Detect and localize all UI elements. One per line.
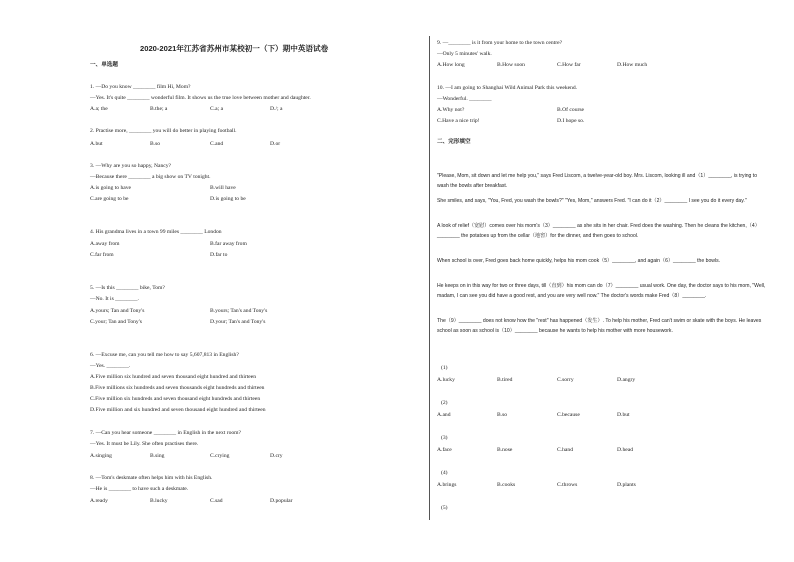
option-b[interactable]: B.cooks [497,482,516,488]
option-a[interactable]: A.singing [90,453,112,459]
option-d[interactable]: D.far to [210,252,228,258]
passage-paragraph: A look of relief（宽慰）comes over his mom's（3）________ as she sits in her chair. Fred does the washing. Then he cleans the kitchen,（4）________ the potatoes up from the cellar（地窖）for the dinner, and then goes to school. [437,223,760,239]
cloze-number: (1) [441,365,448,371]
question-text: 5. —Is this ________ bike, Tom? [90,285,165,291]
question-text: —Only 5 minutes' walk. [437,51,492,57]
question-text: —Yes. ________. [90,363,131,369]
exam-title: 2020-2021年江苏省苏州市某校初一（下）期中英语试卷 [140,44,329,53]
option-d[interactable]: D.Five million and six hundred and seven thousand eight hundred and thirteen [90,407,266,413]
option-c[interactable]: C.Have a nice trip! [437,118,480,124]
option-d[interactable]: D.I hope so. [557,118,585,124]
cloze-number: (5) [441,505,448,511]
option-a[interactable]: A.lucky [437,377,455,383]
option-c[interactable]: C.How far [557,62,581,68]
option-c[interactable]: C.and [210,141,224,147]
option-c[interactable]: C.far from [90,252,114,258]
option-d[interactable]: D.but [617,412,630,418]
question-text: 1. —Do you know ________ film Hi, Mom? [90,84,191,90]
column-divider [429,36,430,520]
question-text: 3. —Why are you so happy, Nancy? [90,163,172,169]
option-a[interactable]: A.Five million six hundred and seven thousand eight hundred and thirteen [90,374,257,380]
option-a[interactable]: A.ready [90,498,108,504]
option-c[interactable]: C.hand [557,447,574,453]
question-text: —Yes. It's quite ________ wonderful film. It shows us the true love between mother and daughter. [90,95,311,101]
option-a[interactable]: A.How long [437,62,465,68]
option-b[interactable]: B.sing [150,453,165,459]
option-d[interactable]: D.popular [270,498,293,504]
option-c[interactable]: C.because [557,412,580,418]
question-text: —Wonderful. ________ [437,96,492,102]
question-text: 9. —________ is it from your home to the town centre? [437,40,563,46]
option-d[interactable]: D.angry [617,377,636,383]
option-b[interactable]: B.far away from [210,241,247,247]
option-c[interactable]: C.sorry [557,377,574,383]
option-d[interactable]: D.How much [617,62,648,68]
option-b[interactable]: B.lucky [150,498,168,504]
passage-paragraph: She smiles, and says, "You, Fred, you wash the bowls?" "Yes, Mom," answers Fred. "I can do it（2）________ I see you do it every day." [437,198,747,204]
option-d[interactable]: D.or [270,141,281,147]
cloze-number: (3) [441,435,448,441]
option-a[interactable]: A.but [90,141,103,147]
passage-paragraph: The（9）________ does not know how the "rest" has happened（发生）. To help his mother, Fred can't swim or skate with the boys. He leaves school as soon as school is（10）________ because he wants to help his mother with more housework. [437,318,762,334]
option-b[interactable]: B.nose [497,447,513,453]
option-b[interactable]: B.the; a [150,106,168,112]
question-text: 6. —Excuse me, can you tell me how to say 5,607,813 in English? [90,352,239,358]
question-text: 7. —Can you hear someone ________ in English in the next room? [90,430,242,436]
option-a[interactable]: A.and [437,412,451,418]
question-text: 2. Practise more, ________ you will do better in playing football. [90,128,237,134]
option-b[interactable]: B.so [150,141,161,147]
option-a[interactable]: A.face [437,447,452,453]
section-heading-cloze: 二、完形填空 [437,139,471,145]
option-c[interactable]: C.are going to be [90,196,129,202]
question-text: —No. It is ________. [90,296,139,302]
option-a[interactable]: A.Why not? [437,107,465,113]
option-a[interactable]: A.yours; Tan and Tony's [90,308,145,314]
option-a[interactable]: A.a; the [90,106,108,112]
question-text: —He is ________ to have such a deskmate. [90,486,189,492]
option-d[interactable]: D.your; Tan's and Tony's [210,319,266,325]
passage-paragraph: He keeps on in this way for two or three days, till（直到）his mom can do（7）________ usual work. One day, the doctor says to his mom, "Well, madam, I can see you did have a good rest, and you are very well now." The doctor's words make Fred（8）________. [437,283,766,299]
option-d[interactable]: D.head [617,447,633,453]
option-a[interactable]: A.brings [437,482,457,488]
option-b[interactable]: B.yours; Tan's and Tony's [210,308,268,314]
option-b[interactable]: B.so [497,412,508,418]
question-text: —Because there ________ a big show on TV tonight. [90,174,211,180]
cloze-number: (4) [441,470,448,476]
option-a[interactable]: A.away from [90,241,120,247]
option-b[interactable]: B.Five millions six hundreds and seven thousands eight hundreds and thirteen [90,385,265,391]
option-c[interactable]: C.sad [210,498,223,504]
cloze-number: (2) [441,400,448,406]
option-c[interactable]: C.Five million six hundreds and seven thousand eight hundreds and thirteen [90,396,261,402]
question-text: 10. —I am going to Shanghai Wild Animal Park this weekend. [437,85,578,91]
question-text: 8. —Tom's deskmate often helps him with his English. [90,475,213,481]
option-b[interactable]: B.Of course [557,107,585,113]
option-c[interactable]: C.throws [557,482,578,488]
option-c[interactable]: C.crying [210,453,230,459]
option-d[interactable]: D.cry [270,453,283,459]
passage-paragraph: When school is over, Fred goes back home quickly, helps his mom cook（5）________, and again（6）________ the bowls. [437,258,721,264]
option-c[interactable]: C.your; Tan and Tony's [90,319,142,325]
option-b[interactable]: B.will have [210,185,236,191]
question-text: 4. His grandma lives in a town 99 miles ________ London [90,229,222,235]
option-d[interactable]: D.is going to be [210,196,246,202]
option-b[interactable]: B.How soon [497,62,525,68]
section-heading-single-choice: 一、单选题 [90,62,118,68]
option-a[interactable]: A.is going to have [90,185,132,191]
option-d[interactable]: D.plants [617,482,636,488]
question-text: —Yes. It must be Lily. She often practises there. [90,441,199,447]
option-c[interactable]: C.a; a [210,106,224,112]
option-d[interactable]: D./; a [270,106,283,112]
option-b[interactable]: B.tired [497,377,513,383]
passage-paragraph: "Please, Mom, sit down and let me help you," says Fred Liscom, a twelve-year-old boy. Mrs. Liscom, looking ill and（1）________, is trying to wash the bowls after breakfast. [437,173,758,189]
